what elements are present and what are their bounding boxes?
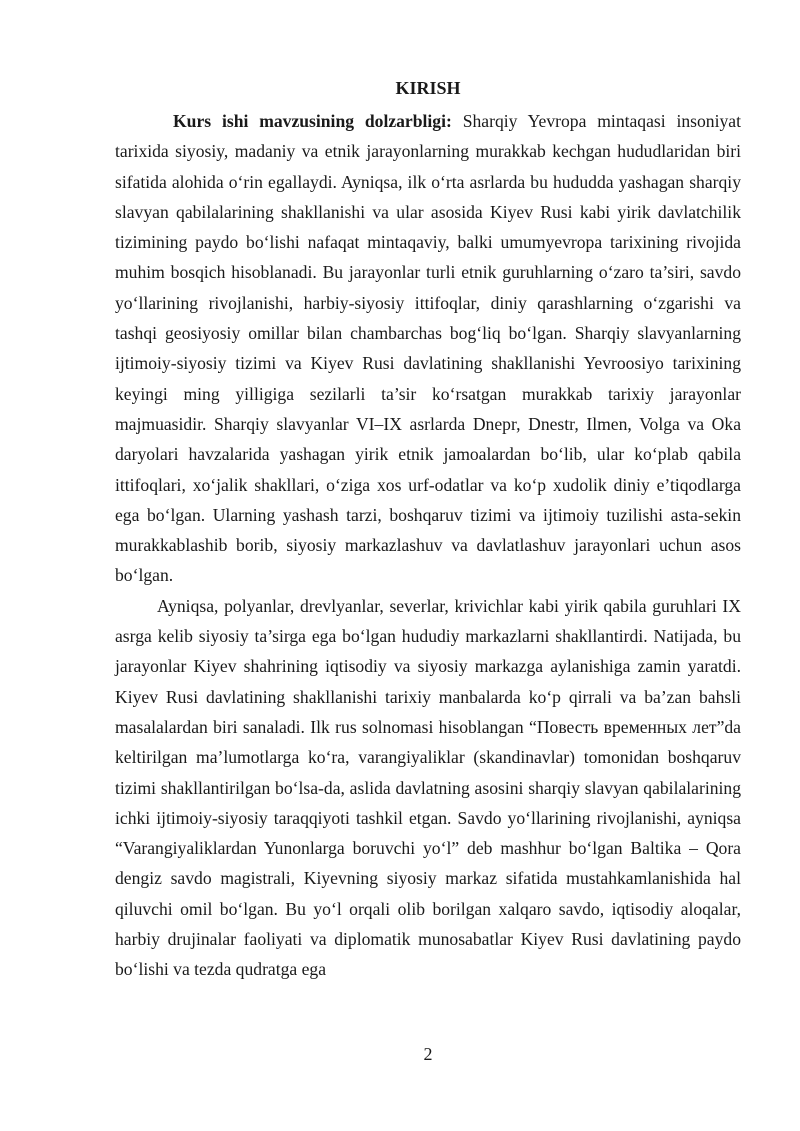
paragraph-relevance-text: Sharqiy Yevropa mintaqasi insoniyat tarixida siyosiy, madaniy va etnik jarayonlarning murakkab kechgan hududlaridan biri sifatida alohida o‘rin egallaydi. Ayniqsa, ilk o‘rta asrlarda bu hududda yashagan sharqiy slavyan qabilalarining shakllanishi va ular asosida Kiyev Rusi kabi yirik davlatchilik tizimining paydo bo‘lishi nafaqat mintaqaviy, balki umumyevropa tarixining rivojida muhim bosqich hisoblanadi. Bu jarayonlar turli etnik guruhlarning o‘zaro ta’siri, savdo yo‘llarining rivojlanishi, harbiy-siyosiy ittifoqlar, diniy qarashlarning o‘zgarishi va tashqi geosiyosiy omillar bilan chambarchas bog‘liq bo‘lgan. Sharqiy slavyanlarning ijtimoiy-siyosiy tizimi va Kiyev Rusi davlatining shakllanishi Yevroosiyo tarixining keyingi ming yilligiga sezilarli ta’sir ko‘rsatgan murakkab tarixiy jarayonlar majmuasidir. Sharqiy slavyanlar VI–IX asrlarda Dnepr, Dnestr, Ilmen, Volga va Oka daryolari havzalarida yashagan yirik etnik jamoalardan bo‘lib, ular ko‘plab qabila ittifoqlari, xo‘jalik shakllari, o‘ziga xos urf-odatlar va ko‘p xudolik diniy e’tiqodlarga ega bo‘lgan. Ularning yashash tarzi, boshqaruv tizimi va ijtimoiy tuzilishi asta-sekin murakkablashib borib, siyosiy markazlashuv va davlatlashuv jarayonlari uchun asos bo‘lgan. [115,111,741,586]
section-heading: KIRISH [395,78,461,98]
page-number: 2 [423,1044,433,1064]
paragraph-lead: Kurs ishi mavzusining dolzarbligi: [173,111,452,131]
paragraph-relevance [115,106,741,591]
body-text [115,106,741,985]
paragraph-kievan-rus: Ayniqsa, polyanlar, drevlyanlar, severlar, krivichlar kabi yirik qabila guruhlari IX asrga kelib siyosiy ta’sirga ega bo‘lgan hududiy markazlarni shakllantirdi. Natijada, bu jarayonlar Kiyev shahrining iqtisodiy va siyosiy markazga aylanishiga zamin yaratdi. Kiyev Rusi davlatining shakllanishi tarixiy manbalarda ko‘p qirrali va ba’zan bahsli masalalardan biri sanaladi. Ilk rus solnomasi hisoblangan “Повесть временных лет”da keltirilgan ma’lumotlarga ko‘ra, varangiyaliklar (skandinavlar) tomonidan boshqaruv tizimi shakllantirilgan bo‘lsa-da, aslida davlatning asosini sharqiy slavyan qabilalarining ichki ijtimoiy-siyosiy taraqqiyoti tashkil etgan. Savdo yo‘llarining rivojlanishi, ayniqsa “Varangiyaliklardan Yunonlarga boruvchi yo‘l” deb mashhur bo‘lgan Baltika – Qora dengiz savdo magistrali, Kiyevning siyosiy markaz sifatida mustahkamlanishida hal qiluvchi omil bo‘lgan. Bu yo‘l orqali olib borilgan xalqaro savdo, iqtisodiy aloqalar, harbiy drujinalar faoliyati va diplomatik munosabatlar Kiyev Rusi davlatining paydo bo‘lishi va tezda qudratga ega [115,595,741,980]
